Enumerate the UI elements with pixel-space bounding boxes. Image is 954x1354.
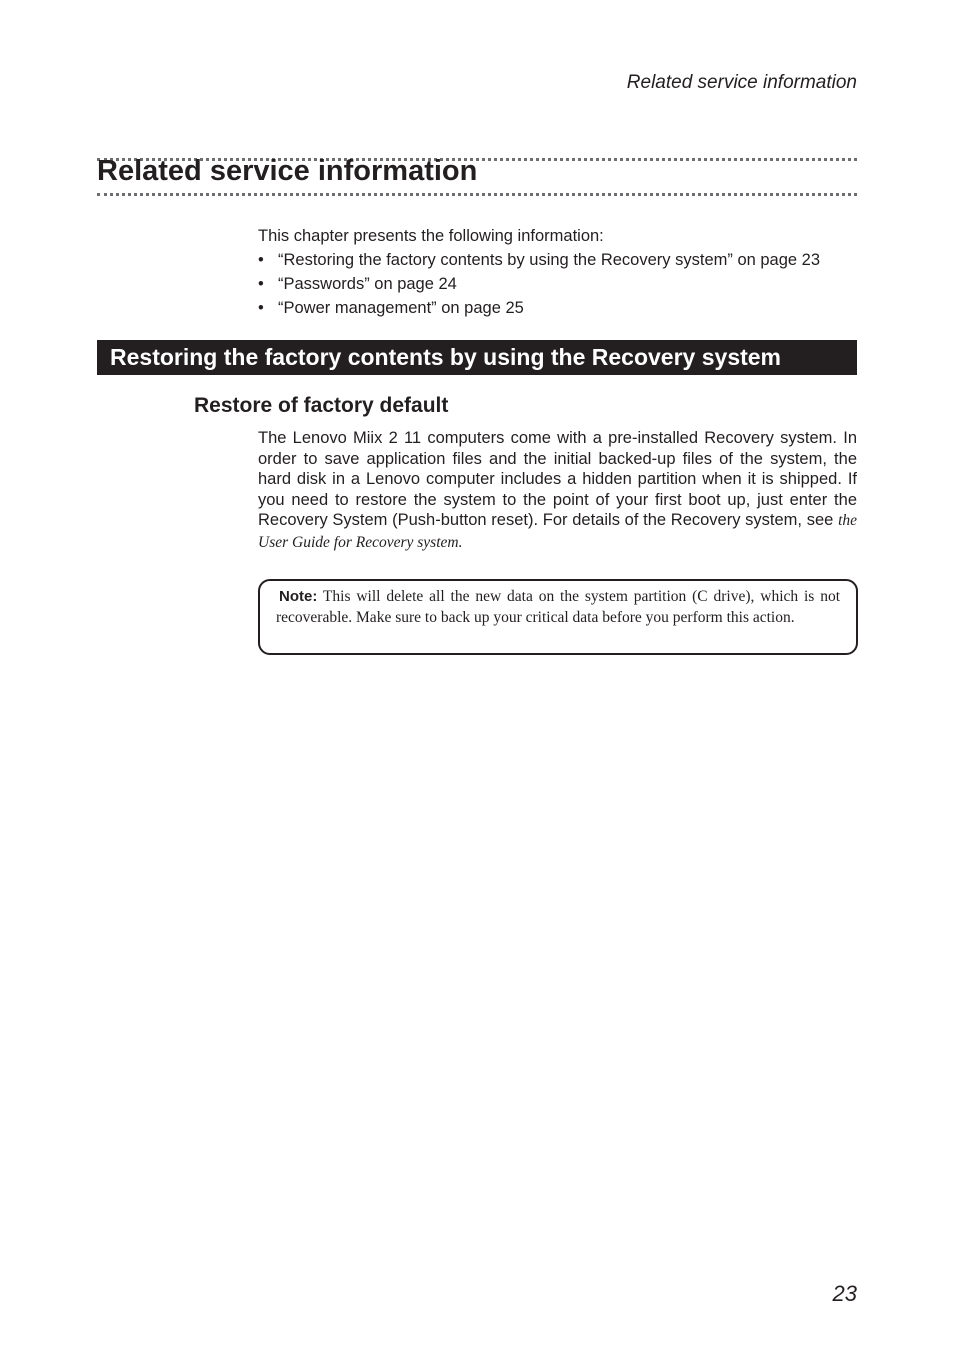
topic-link-restoring[interactable]: “Restoring the factory contents by using the Recovery system” on page 23 (278, 251, 821, 269)
body-text: The Lenovo Miix 2 11 computers come with a pre-installed Recovery system. In order to save application files and the initial backed-up files of the system, the hard disk in a Lenovo computer includes a hidden partition when it is shipped. If you need to restore the system to the point of your first boot up, just enter the Recovery System (Push-button reset). For details of the Recovery system, see (258, 429, 857, 529)
topic-list-item (258, 248, 858, 272)
chapter-rule-bottom (97, 193, 857, 196)
bullet: • (258, 299, 264, 317)
bullet: • (258, 251, 264, 269)
note-box (258, 579, 858, 655)
topic-list (258, 248, 858, 320)
note-text: This will delete all the new data on the system partition (C drive), which is not recoverable. Make sure to back up your critical data before you perform this action. (276, 588, 840, 626)
topic-list-item (258, 272, 858, 296)
chapter-intro (258, 224, 858, 320)
topic-link-passwords[interactable]: “Passwords” on page 24 (278, 275, 457, 293)
topic-list-item (258, 296, 858, 320)
running-header: Related service information (626, 72, 857, 93)
body-paragraph (258, 428, 857, 553)
bullet: • (258, 275, 264, 293)
chapter-title: Related service information (97, 155, 478, 187)
intro-lead: This chapter presents the following information: (258, 227, 604, 245)
subsection-title: Restore of factory default (194, 394, 449, 417)
user-guide-reference: the User Guide for Recovery system. (258, 512, 857, 551)
topic-link-power-management[interactable]: “Power management” on page 25 (278, 299, 524, 317)
page-number: 23 (832, 1281, 857, 1306)
section-title: Restoring the factory contents by using the Recovery system (97, 340, 857, 375)
note-label: Note: (279, 588, 318, 605)
